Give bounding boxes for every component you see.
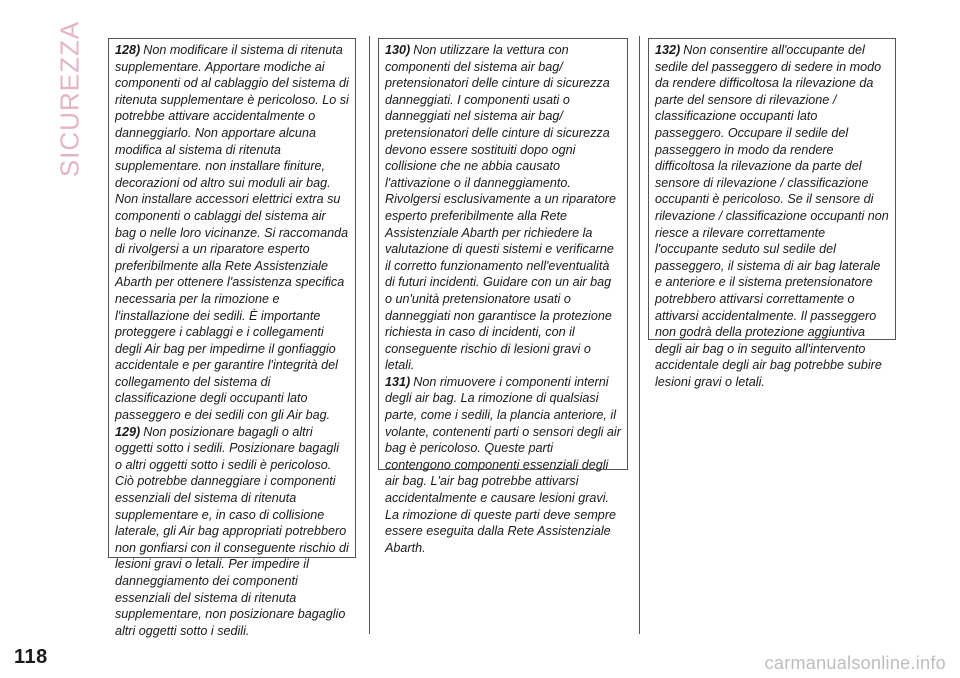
note-text: Non consentire all'occupante del sedile del passeggero di sedere in modo da rendere difficoltosa la rilevazione da parte del sensore di rilevazione / classificazione occupanti lato passeggero. Occupare il sedile del passeggero in modo da rendere difficoltosa la rilevazione da parte del sensore di rilevazione / classificazione occupanti è pericoloso. Se il sensore di rilevazione / classificazione occupanti non riesce a rilevare correttamente l'occupante seduto sul sedile del passeggero, il sistema di air bag laterale e anteriore e il sistema pretensionatore potrebbero attivarsi correttamente o attivarsi accidentalmente. Il passeggero non godrà della protezione aggiuntiva degli air bag o in seguito all'intervento accidentale degli air bag potrebbe subire lesioni gravi o letali. — [655, 43, 889, 389]
note-number: 132) — [655, 43, 681, 57]
warning-box-2 — [378, 38, 628, 555]
note-text: Non modificare il sistema di ritenuta supplementare. Apportare modiche ai componenti od al cablaggio del sistema di ritenuta supplementare è pericoloso. Lo si potrebbe attivare accidentalmente o danneggiarlo. Non apportare alcuna modifica al sistema di ritenuta supplementare. non installare finiture, decorazioni od altro sui moduli air bag. Non installare accessori elettrici extra su componenti o cablaggi del sistema air bag o nelle loro vicinanze. Si raccomanda di rivolgersi a un riparatore esperto preferibilmente alla Rete Assistenziale Abarth per ottenere l'assistenza specifica necessaria per la rimozione e l'installazione dei sedili. È importante proteggere i cablaggi e i collegamenti degli Air bag per impedirne il gonfiaggio accidentale e per garantire l'integrità del collegamento del sistema di classificazione degli occupanti lato passeggero e dei sedili con gli Air bag. — [115, 43, 349, 423]
note-number: 129) — [115, 424, 141, 439]
note-number: 130) — [385, 43, 411, 57]
warning-box-1 — [108, 38, 356, 638]
page-number: 118 — [14, 646, 48, 668]
note-132 — [655, 42, 889, 390]
note-131 — [385, 374, 621, 557]
note-130 — [385, 42, 621, 374]
section-title-text: SICUREZZA — [54, 20, 85, 178]
note-number: 128) — [115, 43, 141, 57]
section-title — [52, 20, 88, 178]
note-text: Non posizionare bagagli o altri oggetti sotto i sedili. Posizionare bagagli o altri oggetti sotto i sedili è pericoloso. Ciò potrebbe danneggiare i componenti essenziali del sistema di ritenuta supplementare e, in caso di collisione laterale, gli Air bag appropriati potrebbero non gonfiarsi con il conseguente rischio di lesioni gravi o letali. Per impedire il danneggiamento dei componenti essenziali del sistema di ritenuta supplementare, non posizionare bagaglio altri oggetti sotto i sedili. — [115, 424, 349, 638]
watermark: carmanualsonline.info — [764, 653, 946, 673]
note-number: 131) — [385, 374, 411, 389]
column-divider — [639, 36, 640, 634]
warning-box-3 — [648, 38, 896, 389]
note-text: Non rimuovere i componenti interni degli air bag. La rimozione di qualsiasi parte, come i sedili, la plancia anteriore, il volante, contenenti parti o sensori degli air bag è pericoloso. Queste parti contengono componenti essenziali degli air bag. L'air bag potrebbe attivarsi accidentalmente e causare lesioni gravi. La rimozione di queste parti deve sempre essere eseguita dalla Rete Assistenziale Abarth. — [385, 374, 621, 555]
note-129 — [115, 424, 349, 640]
note-text: Non utilizzare la vettura con componenti del sistema air bag/ pretensionatori delle cinture di sicurezza danneggiati. I componenti usati o danneggiati nel sistema air bag/ pretensionatori delle cinture di sicurezza devono essere sostituiti dopo ogni collisione che ne abbia causato l'attivazione o il danneggiamento. Rivolgersi esclusivamente a un riparatore esperto preferibilmente alla Rete Assistenziale Abarth per richiedere la valutazione di questi sistemi e verificarne il corretto funzionamento nell'eventualità di futuri incidenti. Guidare con un air bag o un'unità pretensionatore usati o danneggiati non garantisce la protezione richiesta in caso di incidenti, con il conseguente rischio di lesioni gravi o letali. — [385, 43, 616, 373]
note-128 — [115, 42, 349, 424]
column-divider — [369, 36, 370, 634]
